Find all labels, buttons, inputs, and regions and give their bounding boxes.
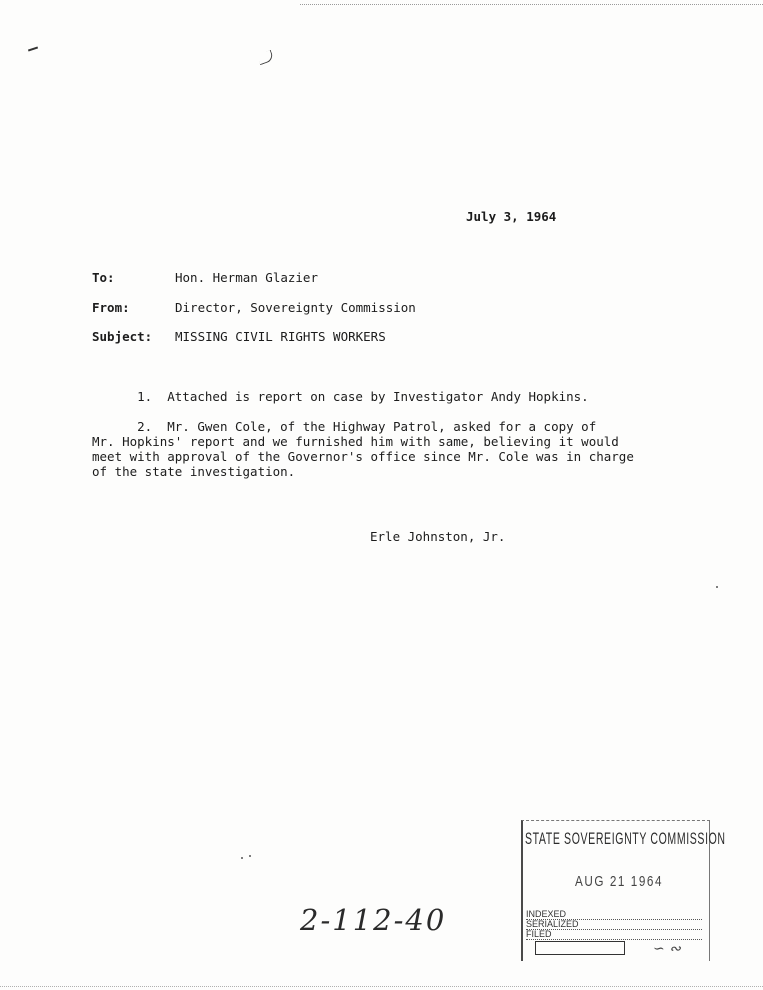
subject-value: MISSING CIVIL RIGHTS WORKERS <box>175 329 386 344</box>
speck <box>716 586 718 588</box>
stamp-title: STATE SOVEREIGNTY COMMISSION <box>525 829 726 848</box>
to-value: Hon. Herman Glazier <box>175 270 318 285</box>
signature: Erle Johnston, Jr. <box>370 529 506 544</box>
speck <box>241 857 243 859</box>
stamp-filed-line: FILED <box>526 929 702 940</box>
memo-from-row <box>92 300 552 318</box>
memo-date: July 3, 1964 <box>466 209 557 224</box>
page-bottom-edge <box>0 986 763 988</box>
memo-subject-row <box>92 329 552 347</box>
to-label: To: <box>92 270 115 285</box>
subject-label: Subject: <box>92 329 153 344</box>
stray-mark <box>28 47 38 52</box>
from-value: Director, Sovereignty Commission <box>175 300 416 315</box>
paragraph-1: 1. Attached is report on case by Investigator Andy Hopkins. <box>92 389 589 404</box>
page-top-edge <box>300 0 763 5</box>
check-mark <box>257 50 275 65</box>
from-label: From: <box>92 300 130 315</box>
speck <box>249 855 251 857</box>
stamp-box <box>535 941 625 955</box>
stamp-serialized-line: SERIALIZED <box>526 919 702 930</box>
received-stamp <box>521 820 726 961</box>
handwritten-file-number: 2-112-40 <box>300 903 447 937</box>
stamp-date: AUG 21 1964 <box>575 873 664 890</box>
memo-to-row <box>92 270 552 288</box>
paragraph-2: 2. Mr. Gwen Cole, of the Highway Patrol, asked for a copy of Mr. Hopkins' report and we furnished him with same, believing it would meet with approval of the Governor's office since Mr. Cole was in charge of the state investigation. <box>92 419 634 479</box>
stamp-indexed-line: INDEXED <box>526 909 702 920</box>
stamp-scribble: ∽ ∾ <box>653 941 681 957</box>
